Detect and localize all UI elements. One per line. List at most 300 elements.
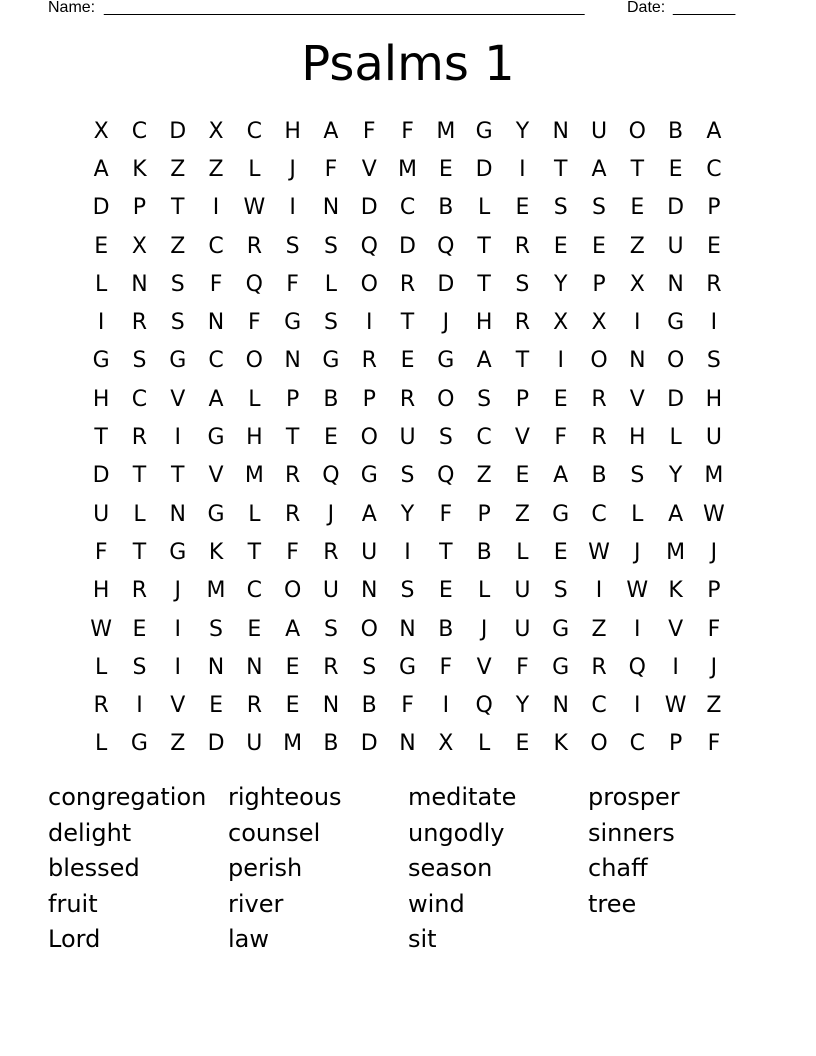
grid-letter: F — [401, 693, 414, 719]
grid-letter: R — [246, 693, 262, 719]
grid-letter: G — [322, 348, 340, 374]
grid-letter: V — [361, 156, 377, 182]
grid-letter: N — [207, 654, 225, 680]
grid-letter: J — [289, 156, 296, 182]
grid-letter: G — [284, 310, 302, 336]
grid-letter: S — [285, 233, 300, 259]
grid-letter: I — [557, 348, 564, 374]
grid-letter: R — [399, 271, 416, 297]
grid-letter: R — [399, 386, 416, 412]
grid-letter: Q — [437, 233, 455, 259]
grid-letter: S — [323, 310, 338, 336]
grid-letter: R — [591, 654, 607, 680]
grid-letter: L — [95, 731, 108, 757]
grid-letter: M — [704, 463, 724, 489]
grid-letter: R — [131, 578, 148, 604]
grid-letter: V — [170, 693, 186, 719]
grid-letter: E — [515, 195, 530, 221]
grid-letter: L — [95, 654, 108, 680]
grid-letter: L — [477, 731, 491, 757]
grid-letter: Y — [553, 271, 568, 297]
grid-letter: C — [591, 501, 607, 527]
grid-letter: E — [553, 539, 568, 565]
grid-letter: F — [362, 118, 376, 144]
grid-letter: R — [591, 425, 607, 451]
grid-letter: E — [515, 731, 530, 757]
grid-letter: L — [516, 539, 529, 565]
grid-letter: P — [592, 271, 606, 297]
grid-letter: D — [360, 731, 378, 757]
grid-letter: F — [209, 271, 223, 297]
date-label: Date: — [627, 0, 666, 16]
grid-letter: V — [170, 386, 186, 412]
grid-letter: U — [514, 578, 531, 604]
grid-letter: G — [169, 539, 187, 565]
grid-letter: N — [552, 118, 569, 144]
grid-letter: E — [285, 654, 300, 680]
grid-letter: M — [398, 156, 418, 182]
word-bank-item: law — [228, 925, 270, 953]
grid-letter: D — [360, 195, 378, 221]
grid-letter: Q — [360, 233, 378, 259]
word-bank-item: prosper — [588, 783, 680, 811]
word-bank — [48, 780, 768, 958]
grid-letter: I — [595, 578, 603, 604]
grid-letter: A — [361, 501, 377, 527]
grid-letter: I — [634, 310, 641, 336]
grid-letter: J — [480, 616, 488, 642]
grid-letter: O — [590, 348, 608, 374]
grid-letter: X — [131, 233, 147, 259]
grid-letter: D — [169, 118, 187, 144]
grid-letter: G — [398, 654, 417, 680]
grid-letter: H — [629, 425, 646, 451]
grid-letter: S — [323, 616, 338, 642]
grid-letter: O — [437, 386, 455, 412]
grid-letter: S — [400, 578, 415, 604]
grid-letter: A — [553, 463, 569, 489]
grid-letter: H — [705, 386, 723, 412]
grid-letter: N — [667, 271, 684, 297]
word-bank-item: tree — [588, 889, 637, 918]
grid-letter: Z — [208, 156, 224, 182]
grid-letter: A — [93, 156, 109, 182]
grid-letter: F — [286, 539, 299, 565]
grid-letter: D — [667, 386, 685, 412]
letter-grid — [82, 112, 732, 763]
grid-letter: Z — [170, 233, 186, 259]
grid-letter: X — [208, 118, 224, 144]
grid-letter: A — [323, 118, 339, 144]
grid-letter: U — [322, 578, 339, 604]
grid-letter: N — [629, 348, 646, 374]
grid-letter: N — [131, 271, 148, 297]
grid-letter: I — [174, 654, 181, 680]
grid-letter: V — [514, 425, 530, 451]
word-bank-item: river — [228, 889, 284, 918]
grid-letter: F — [439, 501, 453, 527]
grid-letter: S — [438, 425, 453, 451]
name-label: Name: — [48, 0, 96, 16]
grid-letter: B — [323, 731, 339, 757]
grid-letter: O — [283, 578, 302, 604]
grid-letter: U — [705, 425, 722, 451]
grid-letter: S — [400, 463, 415, 489]
grid-letter: S — [132, 654, 147, 680]
grid-letter: D — [399, 233, 416, 259]
grid-letter: N — [169, 501, 186, 527]
grid-letter: S — [477, 386, 492, 412]
grid-letter: M — [206, 578, 226, 604]
grid-letter: F — [286, 271, 299, 297]
grid-letter: L — [324, 271, 338, 297]
grid-letter: H — [92, 578, 110, 604]
grid-letter: A — [208, 386, 224, 412]
grid-letter: F — [707, 616, 721, 642]
grid-letter: T — [477, 233, 491, 259]
grid-letter: T — [132, 539, 147, 565]
grid-letter: Q — [245, 271, 263, 297]
word-bank-item: counsel — [228, 818, 321, 847]
grid-letter: F — [248, 310, 261, 336]
grid-letter: E — [438, 156, 453, 182]
word-bank-item: perish — [228, 854, 303, 882]
grid-letter: X — [629, 271, 645, 297]
grid-letter: J — [634, 539, 641, 565]
grid-letter: E — [553, 233, 568, 259]
grid-letter: Q — [628, 654, 646, 680]
grid-letter: D — [437, 271, 455, 297]
grid-letter: F — [554, 425, 568, 451]
grid-letter: S — [515, 271, 530, 297]
grid-letter: C — [399, 195, 416, 221]
grid-letter: T — [285, 425, 300, 451]
grid-letter: B — [323, 386, 339, 412]
word-bank-item: ungodly — [408, 818, 505, 847]
grid-letter: I — [212, 195, 220, 221]
grid-letter: I — [289, 195, 296, 221]
grid-letter: G — [552, 654, 570, 680]
word-bank-item: delight — [48, 818, 132, 847]
grid-letter: C — [246, 578, 263, 604]
grid-letter: Q — [475, 693, 493, 719]
grid-letter: J — [442, 310, 450, 336]
grid-letter: R — [361, 348, 377, 374]
grid-letter: U — [590, 118, 608, 144]
grid-letter: R — [514, 233, 531, 259]
grid-letter: P — [515, 386, 530, 412]
grid-letter: E — [247, 616, 262, 642]
grid-letter: F — [401, 118, 414, 144]
grid-letter: N — [284, 348, 301, 374]
grid-letter: U — [246, 731, 263, 757]
grid-letter: F — [439, 654, 453, 680]
header-line — [48, 0, 748, 19]
grid-letter: I — [404, 539, 411, 565]
grid-letter: U — [667, 233, 684, 259]
grid-letter: E — [630, 195, 645, 221]
grid-letter: E — [285, 693, 300, 719]
grid-letter: W — [90, 616, 113, 642]
grid-letter: N — [246, 654, 263, 680]
grid-letter: H — [475, 310, 493, 336]
grid-letter: Z — [170, 156, 186, 182]
grid-letter: C — [131, 386, 148, 412]
grid-letter: O — [360, 616, 378, 642]
grid-letter: B — [591, 463, 607, 489]
grid-letter: N — [322, 693, 340, 719]
grid-letter: E — [400, 348, 415, 374]
grid-letter: A — [706, 118, 722, 144]
grid-letter: L — [669, 425, 682, 451]
grid-letter: E — [132, 616, 147, 642]
grid-letter: G — [552, 616, 570, 642]
grid-letter: G — [92, 348, 110, 374]
grid-letter: B — [438, 616, 454, 642]
grid-letter: U — [361, 539, 378, 565]
grid-letter: B — [438, 195, 454, 221]
grid-letter: I — [136, 693, 143, 719]
grid-letter: P — [285, 386, 300, 412]
grid-letter: Z — [476, 463, 492, 489]
grid-letter: T — [171, 463, 185, 489]
grid-letter: I — [672, 654, 679, 680]
grid-letter: H — [284, 118, 301, 144]
grid-letter: N — [552, 693, 569, 719]
grid-letter: P — [132, 195, 147, 221]
grid-letter: E — [553, 386, 568, 412]
grid-letter: J — [174, 578, 181, 604]
grid-letter: N — [360, 578, 378, 604]
grid-letter: R — [323, 654, 339, 680]
grid-letter: J — [327, 501, 335, 527]
grid-letter: X — [553, 310, 569, 336]
grid-letter: P — [362, 386, 376, 412]
grid-letter: U — [514, 616, 531, 642]
grid-letter: B — [361, 693, 377, 719]
grid-letter: X — [93, 118, 109, 144]
grid-letter: E — [323, 425, 338, 451]
grid-letter: N — [399, 731, 416, 757]
grid-letter: I — [174, 616, 181, 642]
grid-letter: C — [208, 233, 224, 259]
grid-letter: A — [476, 348, 492, 374]
grid-letter: T — [132, 463, 147, 489]
grid-letter: X — [438, 731, 454, 757]
grid-letter: T — [515, 348, 530, 374]
grid-letter: L — [248, 156, 261, 182]
grid-letter: S — [132, 348, 147, 374]
grid-letter: C — [476, 425, 492, 451]
grid-letter: B — [476, 539, 492, 565]
grid-letter: D — [92, 195, 110, 221]
grid-letter: E — [668, 156, 683, 182]
grid-letter: P — [707, 195, 721, 221]
grid-letter: Q — [437, 463, 455, 489]
grid-letter: R — [706, 271, 722, 297]
grid-letter: V — [668, 616, 684, 642]
grid-letter: N — [322, 195, 340, 221]
grid-letter: I — [97, 310, 105, 336]
grid-letter: Y — [668, 463, 683, 489]
grid-letter: I — [710, 310, 718, 336]
grid-letter: C — [246, 118, 263, 144]
grid-letter: Z — [591, 616, 607, 642]
grid-letter: I — [365, 310, 373, 336]
grid-letter: X — [591, 310, 607, 336]
grid-letter: P — [477, 501, 491, 527]
grid-letter: E — [706, 233, 721, 259]
grid-letter: F — [516, 654, 529, 680]
grid-letter: G — [437, 348, 455, 374]
grid-letter: V — [476, 654, 492, 680]
grid-letter: T — [400, 310, 415, 336]
grid-letter: R — [323, 539, 339, 565]
grid-letter: R — [284, 463, 301, 489]
grid-letter: M — [244, 463, 264, 489]
grid-letter: N — [207, 310, 225, 336]
grid-letter: I — [634, 616, 641, 642]
grid-letter: Z — [514, 501, 530, 527]
grid-letter: S — [362, 654, 377, 680]
grid-letter: C — [208, 348, 224, 374]
grid-letter: F — [324, 156, 338, 182]
word-bank-item: wind — [408, 889, 465, 918]
grid-letter: H — [246, 425, 263, 451]
grid-letter: A — [668, 501, 684, 527]
grid-letter: G — [667, 310, 685, 336]
grid-letter: G — [130, 731, 148, 757]
grid-letter: R — [93, 693, 109, 719]
grid-letter: M — [283, 731, 303, 757]
grid-letter: T — [171, 195, 185, 221]
grid-letter: J — [710, 654, 718, 680]
grid-letter: Q — [322, 463, 340, 489]
grid-letter: P — [707, 578, 721, 604]
grid-letter: S — [553, 578, 568, 604]
grid-letter: E — [592, 233, 606, 259]
grid-letter: Y — [400, 501, 415, 527]
grid-letter: Z — [706, 693, 722, 719]
grid-letter: S — [323, 233, 338, 259]
grid-letter: C — [131, 118, 148, 144]
grid-letter: Y — [515, 118, 530, 144]
grid-letter: D — [667, 195, 685, 221]
grid-letter: L — [477, 578, 491, 604]
grid-letter: W — [703, 501, 725, 527]
grid-letter: B — [668, 118, 684, 144]
word-bank-item: fruit — [48, 889, 98, 918]
grid-letter: K — [668, 578, 683, 604]
grid-letter: S — [592, 195, 606, 221]
grid-letter: W — [588, 539, 610, 565]
grid-letter: U — [399, 425, 416, 451]
grid-letter: E — [209, 693, 223, 719]
grid-letter: G — [207, 425, 225, 451]
word-bank-item: sinners — [588, 818, 675, 847]
grid-letter: E — [94, 233, 109, 259]
word-bank-item: chaff — [588, 854, 648, 882]
grid-letter: O — [590, 731, 608, 757]
grid-letter: O — [666, 348, 685, 374]
grid-letter: S — [170, 310, 185, 336]
grid-letter: I — [519, 156, 526, 182]
grid-letter: Z — [170, 731, 186, 757]
grid-letter: W — [626, 578, 649, 604]
grid-letter: L — [133, 501, 146, 527]
grid-letter: S — [170, 271, 185, 297]
word-bank-item: season — [408, 854, 493, 882]
grid-letter: O — [360, 271, 378, 297]
grid-letter: O — [628, 118, 646, 144]
grid-letter: I — [174, 425, 181, 451]
grid-letter: A — [591, 156, 607, 182]
grid-letter: T — [247, 539, 262, 565]
grid-letter: G — [475, 118, 493, 144]
grid-letter: D — [207, 731, 225, 757]
grid-letter: L — [477, 195, 491, 221]
grid-letter: Y — [515, 693, 530, 719]
grid-letter: C — [591, 693, 607, 719]
word-bank-item: meditate — [408, 783, 517, 811]
grid-letter: E — [515, 463, 530, 489]
grid-letter: L — [95, 271, 108, 297]
grid-letter: S — [630, 463, 645, 489]
word-bank-item: sit — [408, 925, 437, 953]
grid-letter: G — [169, 348, 187, 374]
grid-letter: A — [285, 616, 301, 642]
grid-letter: D — [475, 156, 493, 182]
grid-letter: C — [629, 731, 645, 757]
grid-letter: P — [668, 731, 683, 757]
name-blank: ______________________________________________________ — [104, 0, 585, 16]
grid-letter: F — [707, 731, 721, 757]
grid-letter: L — [631, 501, 644, 527]
grid-letter: R — [246, 233, 262, 259]
word-bank-item: blessed — [48, 854, 140, 882]
grid-letter: W — [243, 195, 266, 221]
page-title: Psalms 1 — [301, 36, 515, 92]
grid-letter: T — [630, 156, 645, 182]
grid-letter: R — [131, 425, 148, 451]
grid-letter: R — [514, 310, 531, 336]
grid-letter: T — [439, 539, 453, 565]
grid-letter: L — [248, 386, 261, 412]
grid-letter: M — [436, 118, 456, 144]
grid-letter: H — [92, 386, 110, 412]
grid-letter: N — [399, 616, 416, 642]
grid-letter: K — [553, 731, 568, 757]
word-bank-item: Lord — [48, 925, 101, 953]
grid-letter: U — [93, 501, 110, 527]
grid-letter: S — [706, 348, 721, 374]
grid-letter: S — [209, 616, 224, 642]
grid-letter: O — [245, 348, 263, 374]
grid-letter: C — [706, 156, 722, 182]
grid-letter: Z — [629, 233, 645, 259]
grid-letter: G — [552, 501, 570, 527]
grid-letter: I — [442, 693, 450, 719]
date-blank: _______ — [673, 0, 736, 16]
grid-letter: M — [666, 539, 686, 565]
grid-letter: G — [207, 501, 225, 527]
grid-letter: V — [208, 463, 224, 489]
grid-letter: V — [629, 386, 645, 412]
word-bank-item: congregation — [48, 783, 207, 811]
grid-letter: G — [360, 463, 378, 489]
grid-letter: D — [92, 463, 110, 489]
grid-letter: S — [553, 195, 568, 221]
